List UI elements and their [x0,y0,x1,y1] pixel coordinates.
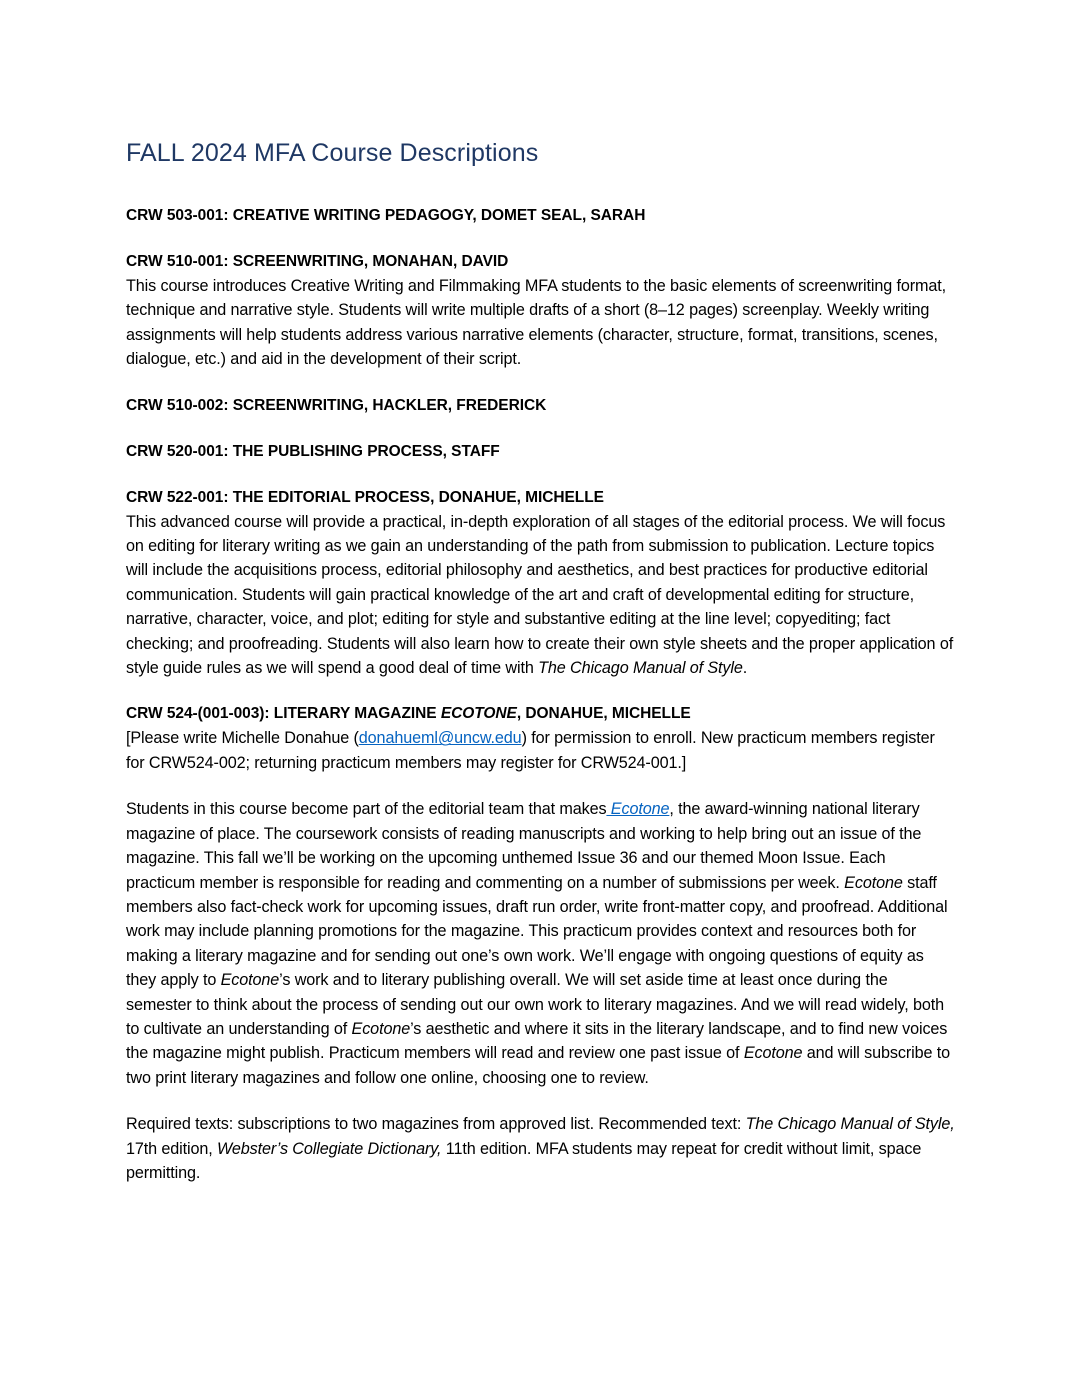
course-heading [126,702,956,726]
course-heading-text: CRW 503-001: CREATIVE WRITING PEDAGOGY, DOMET SEAL, SARAH [126,207,646,224]
course-heading-text: CRW 510-001: SCREENWRITING, MONAHAN, DAVID [126,253,509,270]
paragraph-text: [Please write Michelle Donahue ( [126,729,359,748]
course-heading [126,440,956,464]
page-title: FALL 2024 MFA Course Descriptions [126,139,539,167]
italic-title: Ecotone [844,873,903,892]
course-description-list [126,204,956,1185]
course-heading-text: CRW 520-001: THE PUBLISHING PROCESS, STAFF [126,442,500,460]
paragraph-text: 17th edition, [126,1139,218,1158]
course-paragraph [126,797,956,1090]
course-heading [126,486,956,510]
italic-title: The Chicago Manual of Style [538,659,743,678]
course-heading-title-italic: ECOTONE [440,705,517,723]
course-heading [126,204,956,228]
course-paragraph [126,1112,956,1185]
paragraph-text: staff members also fact-check work for upcoming issues, draft run order, write front-matter copy, and proofread. Additional work may include planning promotions for the magazine. This practicum provides context and resources both for making a literary magazine and for sending out one’s own work. We’ll engage with ongoing questions of equity as they apply to [126,873,948,990]
paragraph-text: ) for permission to enroll. New practicum members register for CRW524-002; returning practicum members may register for CRW524-001.] [126,729,935,772]
paragraph-text: This course introduces Creative Writing and Filmmaking MFA students to the basic elements of screenwriting format, technique and narrative style. Students will write multiple drafts of a short (8–12 pages) screenplay. Weekly writing assignments will help students address various narrative elements (character, structure, format, transitions, scenes, dialogue, etc.) and aid in the development of their script. [126,277,947,369]
course-block [126,250,956,372]
course-heading [126,394,956,418]
paragraph-text: 11th edition. MFA students may repeat for credit without limit, space permitting. [126,1139,922,1182]
paragraph-text: This advanced course will provide a practical, in-depth exploration of all stages of the editorial process. We will focus on editing for literary writing as we gain an understanding of the path from submission to publication. Lecture topics will include the acquisitions process, editorial philosophy and aesthetics, and best practices for productive editorial communication. Students will gain practical knowledge of the art and craft of developmental editing for structure, narrative, character, voice, and plot; editing for style and substantive editing at the line level; copyediting; fact checking; and proofreading. Students will also learn how to create their own style sheets and the proper application of style guide rules as we will spend a good deal of time with [126,512,954,678]
course-heading-text: CRW 510-002: SCREENWRITING, HACKLER, FREDERICK [126,396,547,414]
course-block [126,702,956,1185]
paragraph-text: and will subscribe to two print literary magazines and follow one online, choosing one to review. [126,1044,950,1087]
paragraph-text: ’s work and to literary publishing overall. We will set aside time at least once during the semester to think about the process of sending out our own work to literary magazines. And we will read widely, both to cultivate an understanding of [126,971,945,1038]
course-block [126,440,956,464]
course-heading-text: CRW 522-001: THE EDITORIAL PROCESS, DONAHUE, MICHELLE [126,488,604,506]
italic-title: Ecotone [351,1019,411,1038]
ecotone-link[interactable]: Ecotone [606,800,670,819]
paragraph-text: Students in this course become part of the editorial team that makes [126,800,607,819]
italic-title: Webster’s Collegiate Dictionary, [217,1139,442,1158]
paragraph-text: Required texts: subscriptions to two magazines from approved list. Recommended text: [126,1115,746,1134]
course-block [126,394,956,418]
paragraph-text: , the award-winning national literary magazine of place. The coursework consists of reading manuscripts and working to help bring out an issue of the magazine. This fall we’ll be working on the upcoming unthemed Issue 36 and our themed Moon Issue. Each practicum member is responsible for reading and commenting on a number of submissions per week. [126,800,922,892]
italic-title: Ecotone [743,1044,803,1063]
course-block [126,204,956,228]
email-link[interactable]: donahueml@uncw.edu [358,729,522,748]
course-block [126,486,956,681]
paragraph-text: . [742,659,748,678]
course-heading-instructor: , DONAHUE, MICHELLE [516,705,691,723]
italic-title: Ecotone [220,971,280,990]
course-paragraph [126,274,956,372]
italic-title: The Chicago Manual of Style, [745,1115,955,1134]
course-heading-text: CRW 524-(001-003): LITERARY MAGAZINE [126,705,441,723]
course-paragraph [126,726,956,775]
paragraph-text: ’s aesthetic and where it sits in the literary landscape, and to find new voices the magazine might publish. Practicum members will read and review one past issue of [126,1019,948,1063]
course-heading [126,250,956,274]
course-paragraph [126,510,956,681]
